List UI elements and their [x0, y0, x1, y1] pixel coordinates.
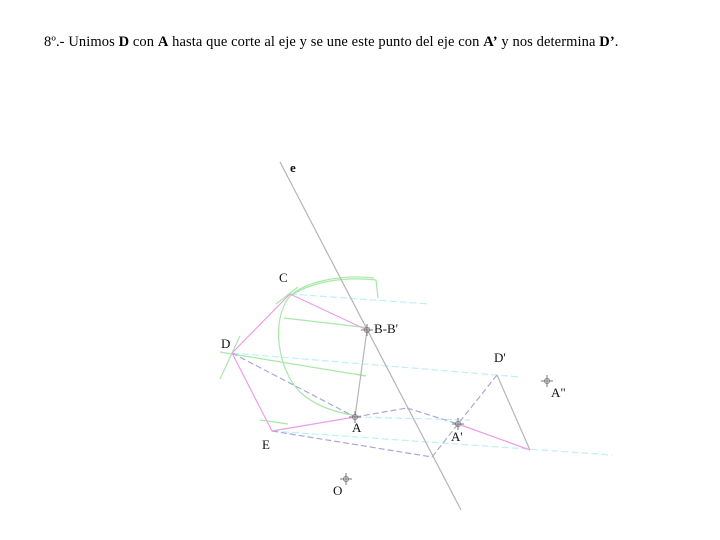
tick-C [276, 287, 298, 304]
marker-BB [361, 324, 373, 336]
homolog-figure [355, 330, 530, 450]
label-App: A" [551, 385, 566, 400]
label-Ap: A' [451, 429, 463, 444]
dash-Dp-Ap [458, 375, 497, 424]
construction-arc [279, 277, 374, 415]
label-BB: B-B' [374, 321, 399, 336]
proj-line-D [232, 353, 520, 377]
edge-C-D [232, 294, 290, 353]
tick-E [260, 420, 288, 424]
pentagon [232, 294, 530, 450]
label-e: e [290, 160, 296, 175]
label-D: D [221, 336, 231, 351]
label-Dp: D' [494, 350, 506, 365]
caption-A: A [157, 34, 169, 50]
axis-e [280, 162, 461, 510]
label-E: E [262, 437, 270, 452]
proj-line-C [290, 294, 430, 304]
caption-A-prime: A’ [483, 34, 498, 50]
proj-line-E [272, 431, 612, 455]
edge-Dp-E [497, 375, 530, 450]
label-C: C [279, 270, 288, 285]
label-O: O [333, 483, 343, 498]
label-A: A [352, 420, 362, 435]
caption-D: D [118, 34, 130, 50]
edge-C-B [290, 294, 367, 330]
edge-D-E [232, 353, 272, 431]
point-markers [340, 324, 553, 485]
caption-D-prime: D’ [599, 34, 615, 50]
edge-B-A [355, 330, 367, 417]
dash-A-axis [355, 408, 407, 417]
caption: 8º.- Unimos D con A hasta que corte al eje y se une este punto del eje con A’ y nos determina D’. [44, 34, 619, 50]
fold-line-C [284, 318, 370, 328]
